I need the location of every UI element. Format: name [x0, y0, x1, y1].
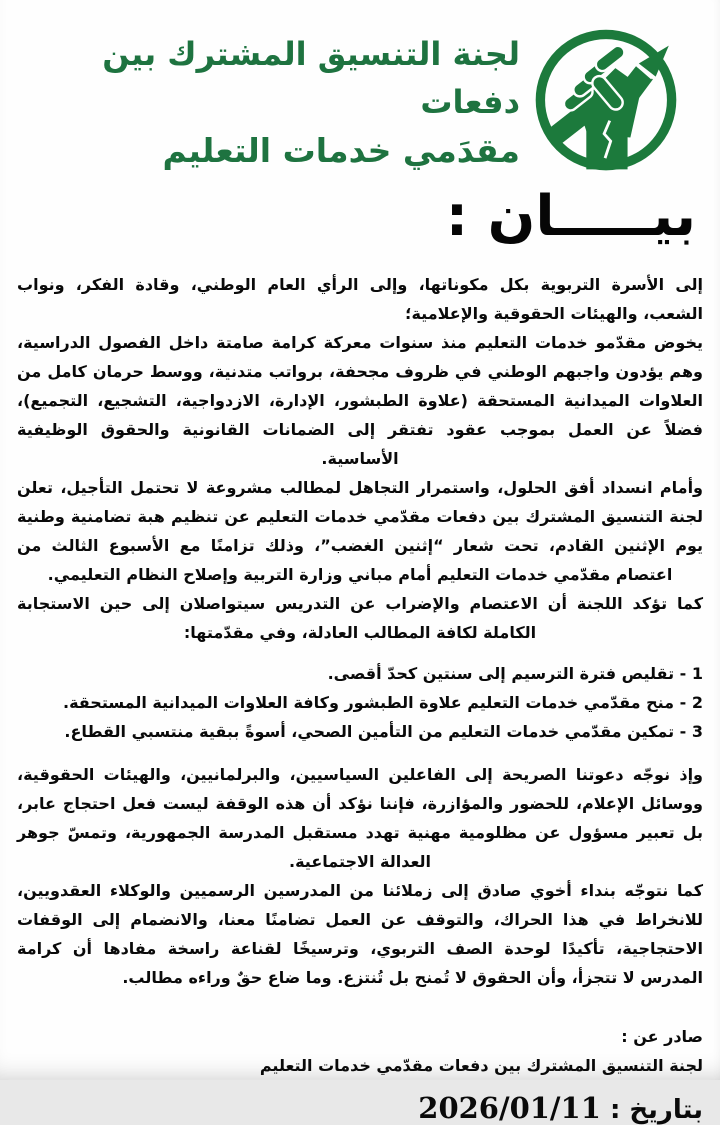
date-label: بتاريخ : — [609, 1094, 703, 1125]
date-line — [377, 1090, 703, 1125]
demand-item-1: 1 - تقليص فترة الترسيم إلى سنتين كحدّ أقصى. — [327, 663, 703, 683]
demand-item-2: 2 - منح مقدّمي خدمات التعليم علاوة الطبشور وكافة العلاوات الميدانية المستحقة. — [62, 692, 703, 712]
document-header — [0, 0, 720, 176]
paragraph-context: يخوض مقدّمو خدمات التعليم منذ سنوات معركة كرامة صامتة داخل الفصول الدراسية، وهم يؤدون واجبهم الوطني في ظروف مجحفة، برواتب متدنية، ووسط حرمان كامل من العلاوات الميدانية المستحقة (علاوة الطبشور، الإدارة، الازدواجية، التشجيع، التجميع)، فضلاً عن العمل بموجب عقود تفتقر إلى الضمانات القانونية والحقوق الوظيفية الأساسية. — [17, 332, 703, 468]
paragraph-strike-continues: كما تؤكد اللجنة أن الاعتصام والإضراب عن التدريس سيتواصلان إلى حين الاستجابة الكاملة لكافة المطالب العادلة، وفي مقدّمتها: — [17, 593, 703, 642]
organization-name — [0, 24, 520, 176]
date-value: 2026/01/11 — [418, 1090, 601, 1125]
statement-title: بيـــــان : — [445, 183, 696, 249]
paragraph-announcement: وأمام انسداد أفق الحلول، واستمرار التجاهل لمطالب مشروعة لا تحتمل التأجيل، تعلن لجنة التنسيق المشترك بين دفعات مقدّمي خدمات التعليم عن تنظيم هبة تضامنية وطنية يوم الإثنين القادم، تحت شعار “إثنين الغضب”، وذلك تزامنًا مع الأسبوع الثالث من اعتصام مقدّمي خدمات التعليم أمام مباني وزارة التربية وإصلاح النظام التعليمي. — [17, 477, 703, 584]
issued-by-name: لجنة التنسيق المشترك بين دفعات مقدّمي خدمات التعليم — [259, 1055, 703, 1075]
document-footer — [0, 992, 720, 1125]
organization-name-line1: لجنة التنسيق المشترك بين دفعات — [102, 35, 520, 121]
statement-body — [0, 252, 720, 992]
demand-item-3: 3 - تمكين مقدّمي خدمات التعليم من التأمين الصحي، أسوةً ببقية منتسبي القطاع. — [64, 721, 703, 741]
organization-name-line2: مقدَمي خدمات التعليم — [162, 131, 520, 170]
demands-list — [17, 659, 703, 746]
issued-by-label: صادر عن : — [621, 1026, 703, 1046]
paragraph-call-to-colleagues: كما نتوجّه بنداء أخوي صادق إلى زملائنا من المدرسين الرسميين والوكلاء العقدويين، للانخراط في هذا الحراك، والتوقف عن العمل تضامنًا معنا، والانضمام إلى الوقفات الاحتجاجية، تأكيدًا لوحدة الصف التربوي، وترسيخًا لقناعة راسخة مفادها أن كرامة المدرس لا تتجزأ، وأن الحقوق لا تُمنح بل تُنتزع. وما ضاع حقٌ وراءه مطالب. — [17, 880, 703, 987]
paragraph-addressees: إلى الأسرة التربوية بكل مكوناتها، وإلى الرأي العام الوطني، وقادة الفكر، ونواب الشعب، والهيئات الحقوقية والإعلامية؛ — [17, 274, 703, 323]
paragraph-call-to-supporters: وإذ نوجّه دعوتنا الصريحة إلى الفاعلين السياسيين، والبرلمانيين، والهيئات الحقوقية، ووسائل الإعلام، للحضور والمؤازرة، فإننا نؤكد أن هذه الوقفة ليست فعل احتجاج عابر، بل تعبير مسؤول عن مظلومية مهنية تهدد مستقبل المدرسة الجمهورية، وتمسّ جوهر العدالة الاجتماعية. — [17, 764, 703, 871]
fist-pencil-logo-icon — [530, 25, 682, 175]
